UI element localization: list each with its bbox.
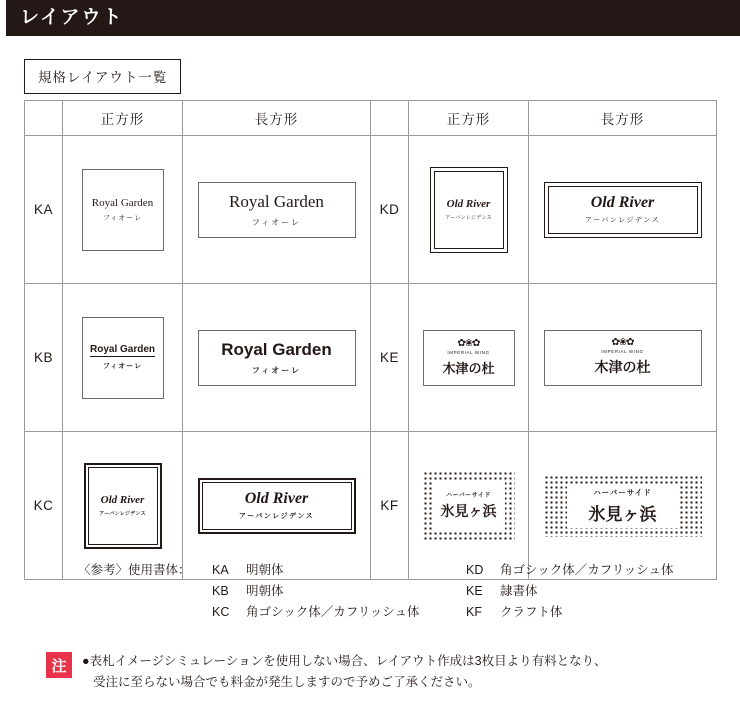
reference-font: 角ゴシック体／カフリッシュ体 [500,563,674,577]
caution-note [46,651,607,693]
table-header-row [25,101,717,136]
reference-item [466,581,674,602]
reference-code: KD [466,563,484,577]
plate-kb-rect [198,330,356,386]
plate-name: Royal Garden [229,191,324,211]
ornament-icon: ✿❀✿ [611,337,634,348]
plate-ke-rect [544,330,702,386]
plate-name: 氷見ヶ浜 [588,504,657,524]
plate-ke-square [423,330,515,386]
layout-table [24,100,717,580]
plate-ka-rect [198,182,356,238]
reference-item [212,560,420,581]
caution-line-2: 受注に至らない場合でも料金が発生しますので予めご了承ください。 [93,675,481,689]
reference-code: KF [466,605,482,619]
plate-subname: アーバンレジデンス [584,217,661,224]
plate-kf-rect [544,475,702,537]
reference-column-left [212,560,420,623]
sample-kb-square [63,284,183,432]
sample-kc-rect [183,432,371,580]
sample-kf-square [409,432,529,580]
page-header [0,0,740,36]
reference-font: 角ゴシック体／カフリッシュ体 [246,605,420,619]
plate-subname: フィオーレ [251,365,302,375]
sample-kb-rect [183,284,371,432]
reference-code: KC [212,605,230,619]
plate-subname: フィオーレ [102,363,143,370]
ornament-icon: ✿❀✿ [457,337,480,349]
sample-ka-square [63,136,183,284]
column-header-rect-right: 長方形 [529,101,717,136]
plate-subname: アーバンレジデンス [238,513,315,520]
reference-code: KB [212,584,229,598]
plate-name: 木津の杜 [594,361,651,376]
sample-kf-rect [529,432,717,580]
sample-kd-rect [529,136,717,284]
column-header-square-left: 正方形 [63,101,183,136]
plate-wing-label: IMPERIAL WING [447,349,490,355]
row-code-ke: KE [371,284,409,432]
plate-kc-rect [198,478,356,534]
section-tab-label: 規格レイアウト一覧 [24,59,181,94]
column-header-blank-right [371,101,409,136]
sample-kd-square [409,136,529,284]
plate-subname: ハーバーサイド [593,487,652,497]
column-header-square-right: 正方形 [409,101,529,136]
plate-wing-label: IMPERIAL WING [601,349,644,354]
row-code-kd: KD [371,136,409,284]
plate-name: 氷見ヶ浜 [440,505,497,520]
reference-font: 明朝体 [246,584,284,598]
reference-item [466,560,674,581]
plate-subname: フィオーレ [102,214,143,222]
plate-name: Old River [590,194,655,211]
reference-code: KA [212,563,229,577]
plate-name: 木津の杜 [442,360,495,376]
row-code-kb: KB [25,284,63,432]
sample-kc-square [63,432,183,580]
column-header-blank-left [25,101,63,136]
plate-kd-square [430,167,508,253]
plate-subname: ハーバーサイド [446,493,491,499]
page-title: レイアウト [20,7,124,28]
table-row [25,284,717,432]
plate-kb-square [82,317,164,399]
reference-lead: 〈参考〉使用書体： [78,563,191,577]
plate-name: Old River [100,494,145,506]
plate-name: Royal Garden [89,344,156,355]
plate-ka-square [82,169,164,251]
row-code-kf: KF [371,432,409,580]
column-header-rect-left: 長方形 [183,101,371,136]
plate-name: Old River [244,490,309,507]
reference-column-right [466,560,674,623]
reference-font: クラフト体 [500,605,563,619]
plate-name: Old River [446,198,491,210]
row-code-kc: KC [25,432,63,580]
plate-subname: アーバンレジデンス [99,511,146,517]
reference-font: 隷書体 [500,584,538,598]
row-code-ka: KA [25,136,63,284]
sample-ke-rect [529,284,717,432]
reference-code: KE [466,584,483,598]
reference-item [212,602,420,623]
plate-subname: フィオーレ [251,217,302,227]
caution-badge: 注 [46,652,72,678]
plate-name: Royal Garden [91,196,154,209]
plate-kd-rect [544,182,702,238]
table-row [25,432,717,580]
plate-kc-square [84,463,162,549]
plate-name: Royal Garden [221,339,332,359]
table-row [25,136,717,284]
sample-ke-square [409,284,529,432]
reference-item [466,602,674,623]
reference-font: 明朝体 [246,563,284,577]
plate-kf-square [423,471,515,541]
reference-item [212,581,420,602]
sample-ka-rect [183,136,371,284]
caution-line-1: ●表札イメージシミュレーションを使用しない場合、レイアウト作成は3枚目より有料となり、 [82,654,607,668]
plate-subname: アーバンレジデンス [445,215,492,221]
caution-text [82,651,607,693]
